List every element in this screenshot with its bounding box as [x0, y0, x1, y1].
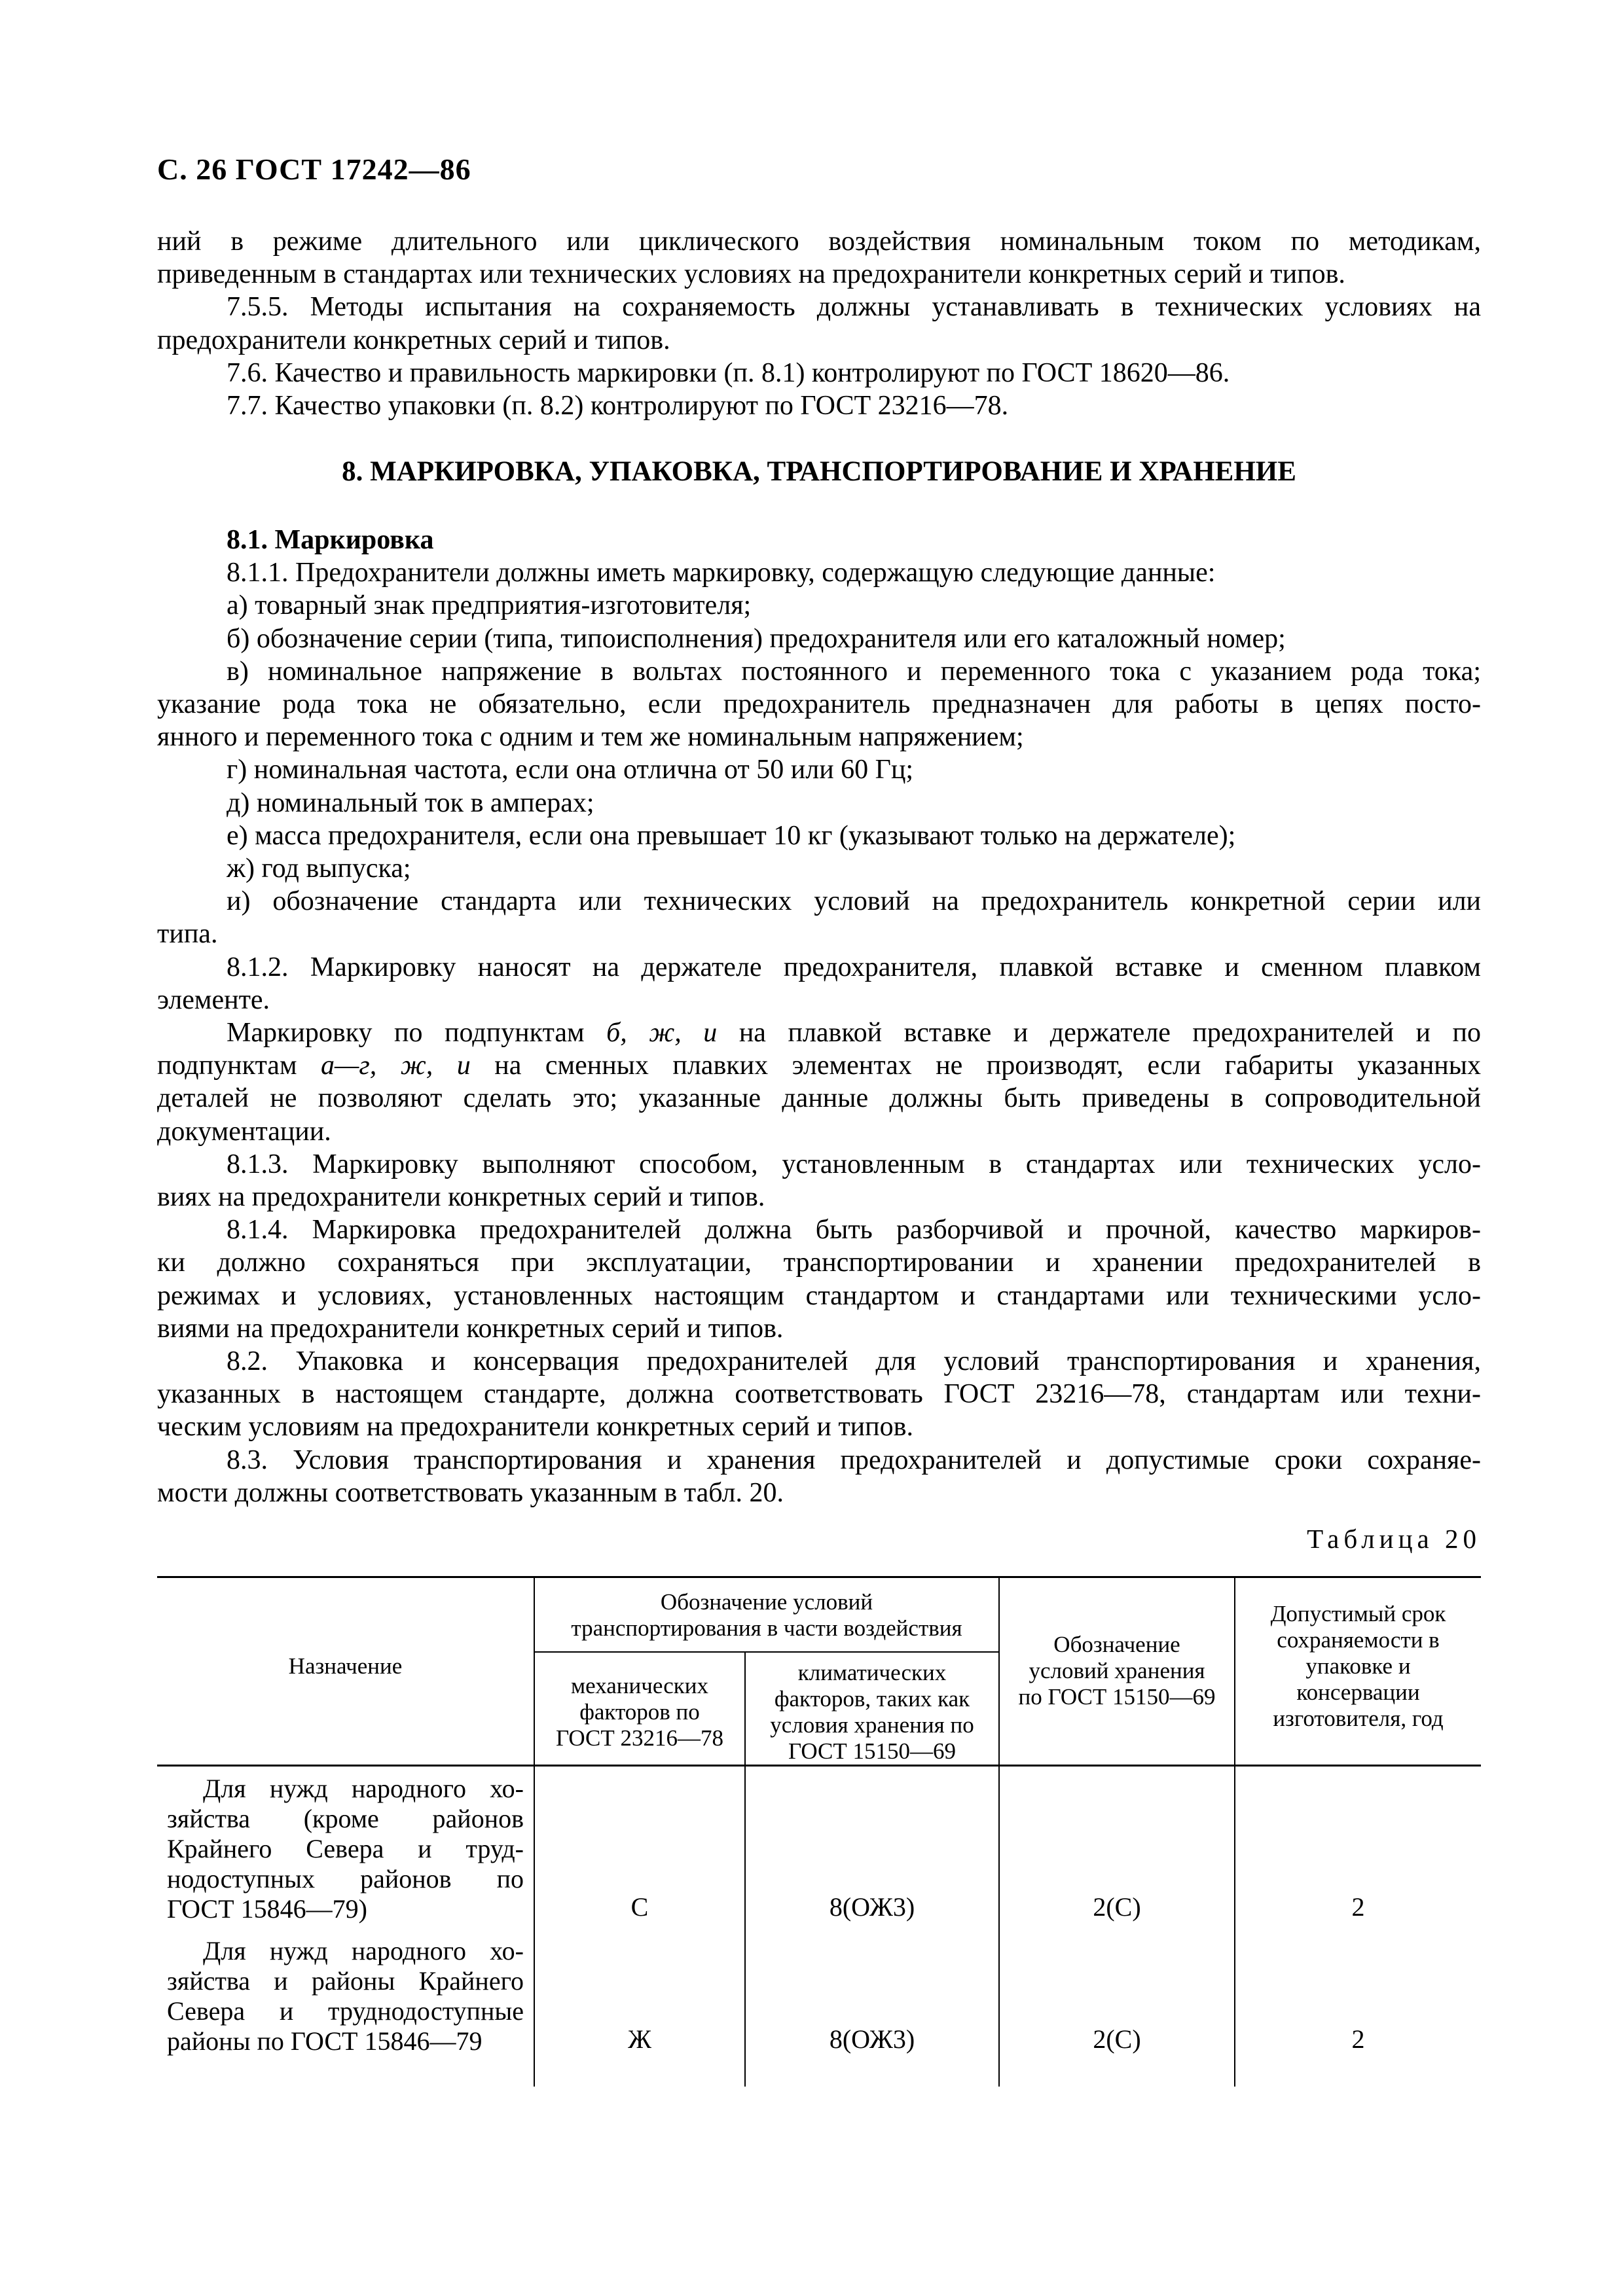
text-line: указание рода тока не обязательно, если предохранитель предназначен для работы в цепях посто- — [157, 689, 1481, 720]
text-line: 7.5.5. Методы испытания на сохраняемость должны устанавливать в технических условиях на — [227, 292, 1481, 323]
list-item: г) номинальная частота, если она отлична от 50 или 60 Гц; — [227, 755, 914, 785]
text-run: подпунктам — [157, 1050, 321, 1081]
text-line: типа. — [157, 919, 218, 950]
cell-line: Для нужд народного хо- — [203, 1936, 524, 1965]
cell-line: Севера и труднодоступные — [167, 1996, 524, 2026]
list-item: б) обозначение серии (типа, типоисполнения) предохранителя или его каталожный номер; — [227, 623, 1286, 654]
header-term — [1235, 1601, 1481, 1732]
cell-line: Крайнего Севера и труд- — [167, 1834, 524, 1863]
header-text: упаковке и — [1305, 1653, 1411, 1679]
text-line: виями на предохранители конкретных серий и типов. — [157, 1313, 784, 1344]
text-line: 8.1.4. Маркировка предохранителей должна быть разборчивой и прочной, качество маркиров- — [227, 1215, 1481, 1246]
header-climatic — [746, 1660, 998, 1765]
header-text: Обозначение — [1053, 1632, 1180, 1657]
table-rule-col1 — [534, 1576, 535, 2087]
table-rule-group — [534, 1651, 998, 1653]
table-rule-header-bottom — [157, 1765, 1481, 1767]
header-text: условий хранения — [1029, 1658, 1205, 1683]
row2-term: 2 — [1351, 2024, 1365, 2054]
text-line: 8.2. Упаковка и консервация предохранителей для условий транспортирования и хранения, — [227, 1346, 1481, 1377]
cell-line: зяйства (кроме районов — [167, 1804, 524, 1833]
text-line: 8.1.2. Маркировку наносят на держателе предохранителя, плавкой вставке и сменном плавком — [227, 952, 1481, 982]
header-text: Назначение — [288, 1653, 403, 1679]
header-text: ГОСТ 23216—78 — [555, 1725, 724, 1751]
cell-line: зяйства и районы Крайнего — [167, 1966, 524, 1996]
header-text: изготовителя, год — [1273, 1706, 1444, 1731]
list-item: е) масса предохранителя, если она превышает 10 кг (указывают только на держателе); — [227, 820, 1236, 851]
row2-storage: 2(С) — [1093, 2024, 1141, 2054]
page-header: С. 26 ГОСТ 17242—86 — [157, 152, 471, 186]
text-line: янного и переменного тока с одним и тем же номинальным напряжением; — [157, 722, 1024, 753]
list-item: в) номинальное напряжение в вольтах постоянного и переменного тока с указанием рода тока; — [227, 656, 1481, 687]
text-line: 8.1.1. Предохранители должны иметь маркировку, содержащую следующие данные: — [227, 558, 1216, 588]
text-line: деталей не позволяют сделать это; указанные данные должны быть приведены в сопроводительной — [157, 1083, 1481, 1114]
list-item: ж) год выпуска; — [227, 853, 411, 884]
text-run: на плавкой вставке и держателе предохранителей и по — [717, 1018, 1481, 1049]
text-line: указанных в настоящем стандарте, должна соответствовать ГОСТ 23216—78, стандартам или техни- — [157, 1379, 1481, 1410]
row1-purpose — [167, 1774, 524, 1924]
header-text: консервации — [1296, 1679, 1420, 1705]
cell-line: нодоступных районов по — [167, 1864, 524, 1893]
list-item: и) обозначение стандарта или технических условий на предохранитель конкретной серии или — [227, 886, 1481, 917]
text-run: на сменных плавких элементах не производят, если габариты указанных — [470, 1050, 1481, 1081]
header-text: факторов, таких как — [774, 1686, 970, 1712]
text-line: элементе. — [157, 984, 270, 1015]
header-text: по ГОСТ 15150—69 — [1018, 1684, 1216, 1710]
row1-term: 2 — [1351, 1892, 1365, 1922]
list-item: д) номинальный ток в амперах; — [227, 787, 594, 818]
subsection-title: 8.1. Маркировка — [227, 525, 434, 555]
header-text: механических — [570, 1673, 709, 1698]
list-item: а) товарный знак предприятия-изготовителя; — [227, 590, 752, 621]
table-rule-top — [157, 1576, 1481, 1578]
row2-mech: Ж — [628, 2024, 651, 2054]
text-line — [157, 1016, 1481, 1049]
text-line: 7.7. Качество упаковки (п. 8.2) контролируют по ГОСТ 23216—78. — [227, 391, 1009, 422]
header-text: транспортирования в части воздействия — [571, 1615, 962, 1641]
text-line: предохранители конкретных серий и типов. — [157, 325, 670, 355]
text-line: виях на предохранители конкретных серий и типов. — [157, 1182, 765, 1213]
cell-line: ГОСТ 15846—79) — [167, 1894, 367, 1924]
table-20 — [157, 1576, 1481, 2087]
header-text: сохраняемости в — [1277, 1627, 1440, 1653]
section-title: 8. МАРКИРОВКА, УПАКОВКА, ТРАНСПОРТИРОВАНИЕ И ХРАНЕНИЕ — [342, 456, 1296, 487]
header-transport-group — [535, 1589, 998, 1641]
text-run-italic: а—г, ж, и — [321, 1050, 471, 1081]
row1-storage: 2(С) — [1093, 1892, 1141, 1922]
text-line: 8.1.3. Маркировку выполняют способом, установленным в стандартах или технических усло- — [227, 1149, 1481, 1179]
text-line: 7.6. Качество и правильность маркировки (п. 8.1) контролируют по ГОСТ 18620—86. — [227, 357, 1230, 388]
text-line: ки должно сохраняться при эксплуатации, транспортировании и хранении предохранителей в — [157, 1247, 1481, 1278]
table-caption: Таблица 20 — [1307, 1524, 1481, 1554]
text-line: мости должны соответствовать указанным в табл. 20. — [157, 1477, 784, 1508]
header-text: ГОСТ 15150—69 — [788, 1738, 957, 1764]
header-text: Допустимый срок — [1270, 1601, 1446, 1626]
text-line: 8.3. Условия транспортирования и хранения предохранителей и допустимые сроки сохраняе- — [227, 1444, 1481, 1475]
header-mechanical — [535, 1673, 744, 1751]
row2-climate: 8(ОЖ3) — [829, 2024, 915, 2054]
text-run-italic: б, ж, и — [606, 1018, 718, 1049]
section7-text — [157, 225, 1481, 422]
section8-text — [157, 524, 1481, 1509]
header-text: климатических — [797, 1660, 947, 1685]
cell-line: районы по ГОСТ 15846—79 — [167, 2026, 483, 2056]
header-text: факторов по — [579, 1699, 700, 1725]
cell-line: Для нужд народного хо- — [203, 1774, 524, 1803]
text-line: режимах и условиях, установленных настоящим стандартом и стандартами или техническими усло- — [157, 1280, 1481, 1311]
row1-mech: С — [630, 1892, 649, 1922]
text-line: ческим условиям на предохранители конкретных серий и типов. — [157, 1412, 913, 1443]
header-storage — [1000, 1632, 1234, 1710]
text-run: Маркировку по подпунктам — [227, 1018, 607, 1049]
header-text: Обозначение условий — [660, 1589, 873, 1615]
row1-climate: 8(ОЖ3) — [829, 1892, 915, 1922]
text-line — [157, 1049, 1481, 1082]
text-line: ний в режиме длительного или циклического воздействия номинальным током по методикам, — [157, 226, 1481, 257]
header-purpose — [157, 1653, 534, 1679]
header-text: условия хранения по — [770, 1712, 974, 1738]
text-line: приведенным в стандартах или технических условиях на предохранители конкретных серий и типов. — [157, 259, 1345, 290]
text-line: документации. — [157, 1116, 331, 1147]
row2-purpose — [167, 1936, 524, 2056]
